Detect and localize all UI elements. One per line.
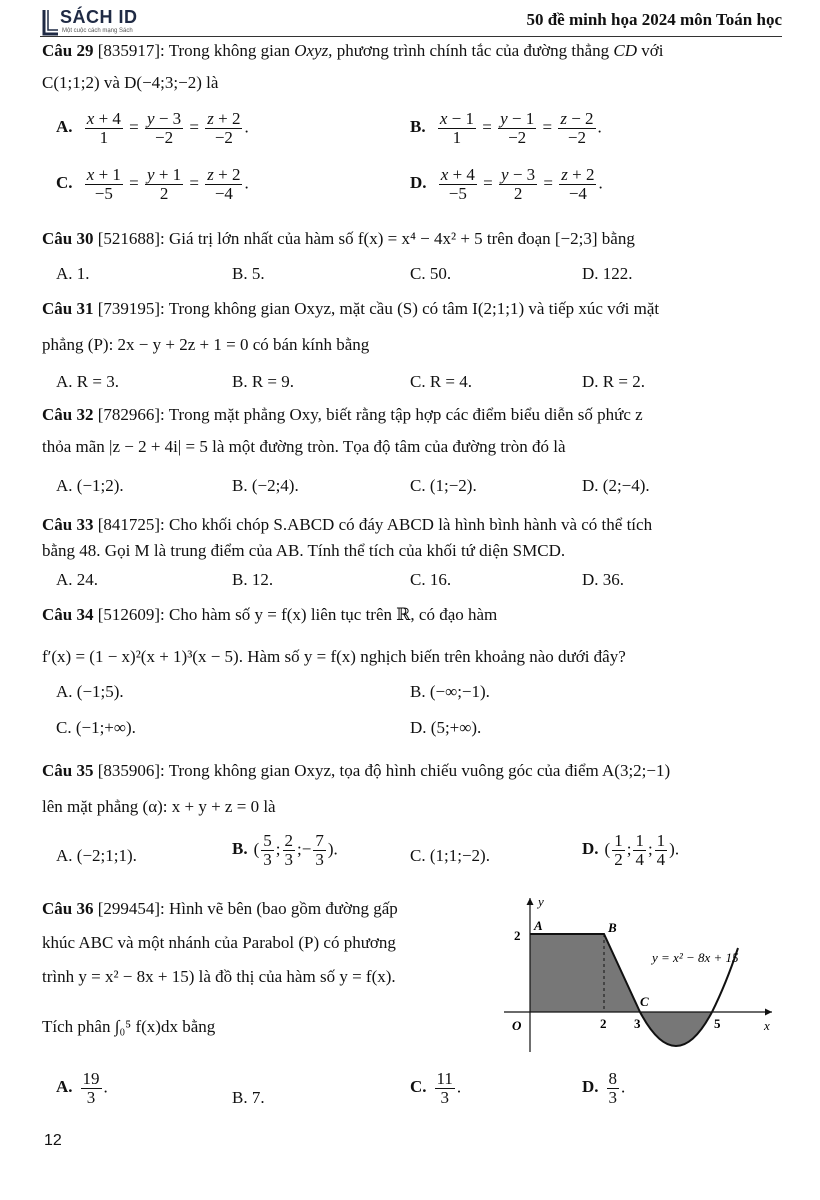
- q36-option-c[interactable]: C. $\frac{11}{3}$ .: [410, 1069, 462, 1107]
- point-b-label: B: [608, 920, 617, 935]
- question-35-line2: lên mặt phẳng (α): x + y + z = 0 là: [42, 797, 276, 816]
- q35-option-c[interactable]: C. (1;1;−2).: [410, 846, 490, 865]
- q34-option-b[interactable]: B. (−∞;−1).: [410, 682, 490, 701]
- q32-option-d[interactable]: D. (2;−4).: [582, 476, 650, 495]
- q31-option-c[interactable]: C. R = 4.: [410, 372, 473, 391]
- q30-option-d[interactable]: D. 122.: [582, 264, 633, 283]
- q33-option-a[interactable]: A. 24.: [56, 570, 99, 589]
- function-graph: [494, 892, 776, 1054]
- x-axis-label: x: [764, 1018, 770, 1033]
- question-36: Câu 36 [299454]: Hình vẽ bên (bao gồm đường gấp: [42, 899, 398, 918]
- logo: [40, 6, 240, 40]
- question-34: Câu 34 [512609]: Cho hàm số y = f(x) liên tục trên ℝ, có đạo hàm: [42, 605, 498, 624]
- x-tick-3: 3: [634, 1016, 641, 1031]
- question-33-line2: bằng 48. Gọi M là trung điểm của AB. Tính thể tích của khối tứ diện SMCD.: [42, 541, 566, 560]
- logo-tagline: Một cuộc cách mạng Sách: [62, 28, 133, 34]
- q33-option-b[interactable]: B. 12.: [232, 570, 274, 589]
- point-a-label: A: [534, 918, 543, 933]
- question-35: Câu 35 [835906]: Trong không gian Oxyz, tọa độ hình chiếu vuông góc của điểm A(3;2;−1): [42, 761, 671, 780]
- q30-option-a[interactable]: A. 1.: [56, 264, 90, 283]
- area-above-axis: [530, 934, 640, 1012]
- page-number: 12: [44, 1132, 62, 1149]
- q35-option-a[interactable]: A. (−2;1;1).: [56, 846, 137, 865]
- question-33: Câu 33 [841725]: Cho khối chóp S.ABCD có đáy ABCD là hình bình hành và có thể tích: [42, 515, 653, 534]
- q34-option-d[interactable]: D. (5;+∞).: [410, 718, 482, 737]
- origin-label: O: [512, 1018, 522, 1033]
- q30-option-b[interactable]: B. 5.: [232, 264, 265, 283]
- header-divider: [40, 36, 782, 37]
- q33-option-d[interactable]: D. 36.: [582, 570, 625, 589]
- question-36-line4: Tích phân ∫₀⁵ f(x)dx bằng: [42, 1017, 216, 1036]
- q35-option-d[interactable]: D. ( $\frac{1}{2}$ ; $\frac{1}{4}$ ; $\frac{1}{4}$ ).: [582, 831, 680, 869]
- q35-option-b[interactable]: B. ( $\frac{5}{3}$ ; $\frac{2}{3}$ ;− $\frac{7}{3}$ ).: [232, 831, 338, 869]
- q29-option-a[interactable]: A. $\frac{x + 4}{1}$ = $\frac{y - 3}{-2}$ = $\frac{z + 2}{-2}$ .: [56, 109, 249, 147]
- question-32: Câu 32 [782966]: Trong mặt phẳng Oxy, biết rằng tập hợp các điểm biểu diễn số phức z: [42, 405, 643, 424]
- y-tick-2: 2: [514, 928, 521, 943]
- question-29-line2: C(1;1;2) và D(−4;3;−2) là: [42, 73, 219, 92]
- document-title: 50 đề minh họa 2024 môn Toán học: [526, 10, 782, 29]
- q31-option-b[interactable]: B. R = 9.: [232, 372, 295, 391]
- q31-option-a[interactable]: A. R = 3.: [56, 372, 119, 391]
- y-axis-label: y: [538, 894, 544, 909]
- q29-option-c[interactable]: C. $\frac{x + 1}{-5}$ = $\frac{y + 1}{2}$ = $\frac{z + 2}{-4}$ .: [56, 165, 249, 203]
- q30-option-c[interactable]: C. 50.: [410, 264, 452, 283]
- parabola-equation: y = x² − 8x + 15: [652, 950, 739, 965]
- q36-option-b[interactable]: B. 7.: [232, 1088, 265, 1107]
- question-30: Câu 30 [521688]: Giá trị lớn nhất của hàm số f(x) = x⁴ − 4x² + 5 trên đoạn [−2;3] bằng: [42, 229, 635, 248]
- question-32-line2: thỏa mãn |z − 2 + 4i| = 5 là một đường tròn. Tọa độ tâm của đường tròn đó là: [42, 437, 566, 456]
- logo-text: SÁCH ID: [60, 7, 138, 27]
- q29-option-d[interactable]: D. $\frac{x + 4}{-5}$ = $\frac{y - 3}{2}$ = $\frac{z + 2}{-4}$ .: [410, 165, 603, 203]
- point-c-label: C: [640, 994, 649, 1009]
- q29-option-b[interactable]: B. $\frac{x - 1}{1}$ = $\frac{y - 1}{-2}$ = $\frac{z - 2}{-2}$ .: [410, 109, 602, 147]
- question-36-line2: khúc ABC và một nhánh của Parabol (P) có phương: [42, 933, 396, 952]
- q34-option-a[interactable]: A. (−1;5).: [56, 682, 124, 701]
- question-29: Câu 29 [835917]: Trong không gian Oxyz, phương trình chính tắc của đường thẳng CD với: [42, 41, 664, 60]
- q36-option-d[interactable]: D. $\frac{8}{3}$ .: [582, 1069, 626, 1107]
- q32-option-b[interactable]: B. (−2;4).: [232, 476, 299, 495]
- question-34-line2: f′(x) = (1 − x)²(x + 1)³(x − 5). Hàm số y = f(x) nghịch biến trên khoảng nào dưới đây?: [42, 647, 626, 666]
- book-icon: [42, 8, 60, 38]
- q32-option-a[interactable]: A. (−1;2).: [56, 476, 124, 495]
- question-36-line3: trình y = x² − 8x + 15) là đồ thị của hàm số y = f(x).: [42, 967, 396, 986]
- q33-option-c[interactable]: C. 16.: [410, 570, 452, 589]
- question-31-line2: phẳng (P): 2x − y + 2z + 1 = 0 có bán kính bằng: [42, 335, 370, 354]
- q32-option-c[interactable]: C. (1;−2).: [410, 476, 477, 495]
- question-31: Câu 31 [739195]: Trong không gian Oxyz, mặt cầu (S) có tâm I(2;1;1) và tiếp xúc với mặt: [42, 299, 660, 318]
- q31-option-d[interactable]: D. R = 2.: [582, 372, 645, 391]
- x-tick-5: 5: [714, 1016, 721, 1031]
- q36-option-a[interactable]: A. $\frac{19}{3}$ .: [56, 1069, 108, 1107]
- x-tick-2: 2: [600, 1016, 607, 1031]
- q34-option-c[interactable]: C. (−1;+∞).: [56, 718, 136, 737]
